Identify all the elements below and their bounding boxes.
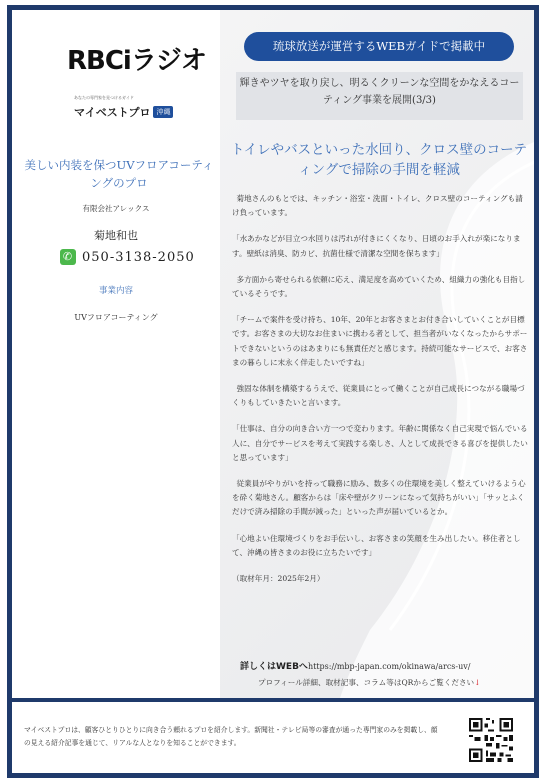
- profile-url[interactable]: https://mbp-japan.com/okinawa/arcs-uv/: [307, 662, 471, 671]
- arrow-down-icon: ↓: [474, 678, 481, 687]
- more-info-label: 詳しくはWEBへ: [240, 662, 308, 672]
- business-label: 事業内容: [98, 286, 133, 296]
- qr-note-text: プロフィール詳細、取材記事、コラム等はQRからご覧ください: [258, 678, 475, 687]
- paragraph: 菊地さんのもとでは、キッチン・浴室・洗面・トイレ、クロス壁のコーティングも請け負っています。: [232, 194, 523, 218]
- business-value: UVフロアコーティング: [74, 313, 158, 322]
- mybestpro-logo: [74, 95, 184, 120]
- footer-text: マイベストプロは、顧客ひとりひとりに向き合う頼れるプロを紹介します。新聞社・テレビ局等の審査が通った専門家のみを掲載し、顔の見える紹介記事を通じて、リアルな人となりを知ることができます。: [24, 726, 438, 747]
- person-name: 菊地和也: [94, 229, 138, 242]
- footer: [12, 698, 534, 778]
- qr-code-icon[interactable]: [467, 716, 515, 764]
- mybestpro-tagline: あなたの専門家を見つけるガイド: [74, 95, 134, 100]
- phone-number[interactable]: 050-3138-2050: [82, 250, 195, 265]
- paragraph: 従業員がやりがいを持って職務に励み、数多くの住環境を美しく整えていけるよう心を砕く菊地さん。顧客からは「床や壁がクリーンになって気持ちがいい」「サッとふくだけで済み掃除の手間が減った」といった声が届いているとか。: [232, 479, 526, 517]
- phone-icon: ✆: [60, 249, 76, 265]
- article-column: [220, 10, 539, 698]
- quote-paragraph: 「仕事は、自分の向き合い方一つで変わります。年齢に関係なく自己実現で悩んでいる人に、自分でサービスを考えて実践する楽しさ、人として成長できる喜びを提供したいと思っています」: [232, 424, 528, 462]
- rbc-radio-logo: RBCiラジオ: [67, 46, 206, 76]
- mybestpro-logo-row: [74, 101, 184, 120]
- article-headline: トイレやバスといった水回り、クロス壁のコーティングで掃除の手間を軽減: [230, 142, 528, 178]
- quote-paragraph: 「水あかなどが目立つ水回りは汚れが付きにくくなり、日頃のお手入れが楽になります。壁紙は消臭、防カビ、抗菌仕様で清潔な空間を保ちます」: [232, 234, 521, 258]
- quote-paragraph: 「心地よい住環境づくりをお手伝いし、お客さまの笑顔を生み出したい。移住者として、沖縄の皆さまのお役に立ちたいです」: [232, 533, 521, 557]
- mybestpro-name: マイベストプロ: [74, 106, 151, 119]
- more-info-line: [240, 659, 535, 672]
- company-name: 有限会社アレックス: [82, 204, 150, 213]
- paragraph: 強固な体制を構築するうえで、従業員にとって働くことが自己成長につながる職場づくりもしていきたいと言います。: [232, 384, 525, 408]
- interview-date: （取材年月：2025年2月）: [232, 574, 325, 584]
- article-subtitle: 輝きやツヤを取り戻し、明るくクリーンな空間をかなえるコーティング事業を展開(3/3): [236, 72, 523, 120]
- profile-column: [12, 10, 220, 698]
- pro-title: 美しい内装を保つUVフロアコーティングのプロ: [24, 158, 214, 190]
- header-banner: 琉球放送が運営するWEBガイドで掲載中: [244, 32, 514, 61]
- qr-note: [258, 677, 533, 688]
- quote-paragraph: 「チームで案件を受け持ち、10年、20年とお客さまとお付き合いしていくことが目標です。お客さまの大切なお住まいに携わる者として、担当者がいなくなったからサポートできないというのはあまりにも無責任だと感じます。持続可能なサービスで、お客さまの暮らしに末永く伴走したいですね」: [232, 315, 528, 367]
- article-body: [232, 192, 528, 598]
- paragraph: 多方面から寄せられる依頼に応え、満足度を高めていくため、組織力の強化も目指しているそうです。: [232, 274, 526, 299]
- flyer-page: [7, 5, 539, 778]
- okinawa-badge: 沖縄: [153, 106, 173, 118]
- phone-row: [60, 249, 195, 265]
